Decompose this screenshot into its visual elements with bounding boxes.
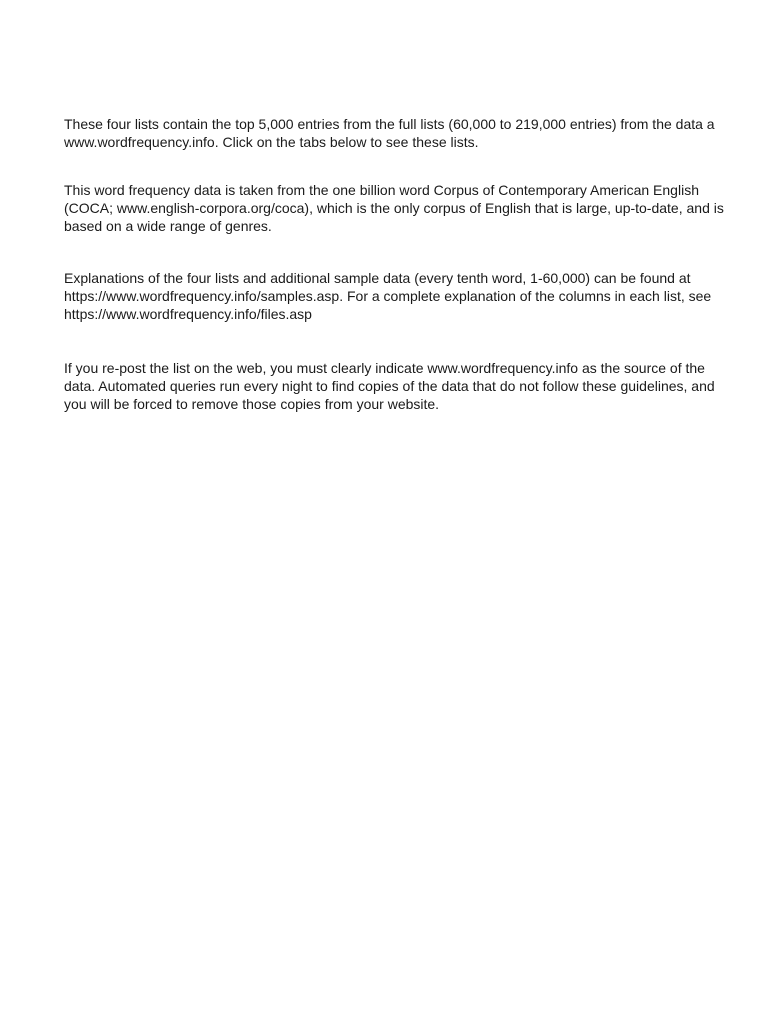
source-paragraph xyxy=(64,181,768,235)
text-line: www.wordfrequency.info. Click on the tabs below to see these lists. xyxy=(64,134,479,150)
text-line: (COCA; www.english-corpora.org/coca), which is the only corpus of English that is large, up-to-date, and is xyxy=(64,200,724,216)
repost-notice-paragraph xyxy=(64,359,768,413)
text-line: you will be forced to remove those copies from your website. xyxy=(64,396,440,412)
explanations-paragraph xyxy=(64,269,768,323)
text-line: This word frequency data is taken from the one billion word Corpus of Contemporary American English xyxy=(64,182,699,198)
text-line: data. Automated queries run every night to find copies of the data that do not follow these guidelines, and xyxy=(64,378,715,394)
text-line: Explanations of the four lists and additional sample data (every tenth word, 1-60,000) can be found at xyxy=(64,270,691,286)
intro-paragraph xyxy=(64,115,768,151)
text-line: https://www.wordfrequency.info/files.asp xyxy=(64,306,312,322)
text-line: If you re-post the list on the web, you must clearly indicate www.wordfrequency.info as the source of the xyxy=(64,360,705,376)
text-line: https://www.wordfrequency.info/samples.asp. For a complete explanation of the columns in each list, see xyxy=(64,288,712,304)
text-line: These four lists contain the top 5,000 entries from the full lists (60,000 to 219,000 entries) from the data a xyxy=(64,116,715,132)
text-line: based on a wide range of genres. xyxy=(64,218,272,234)
